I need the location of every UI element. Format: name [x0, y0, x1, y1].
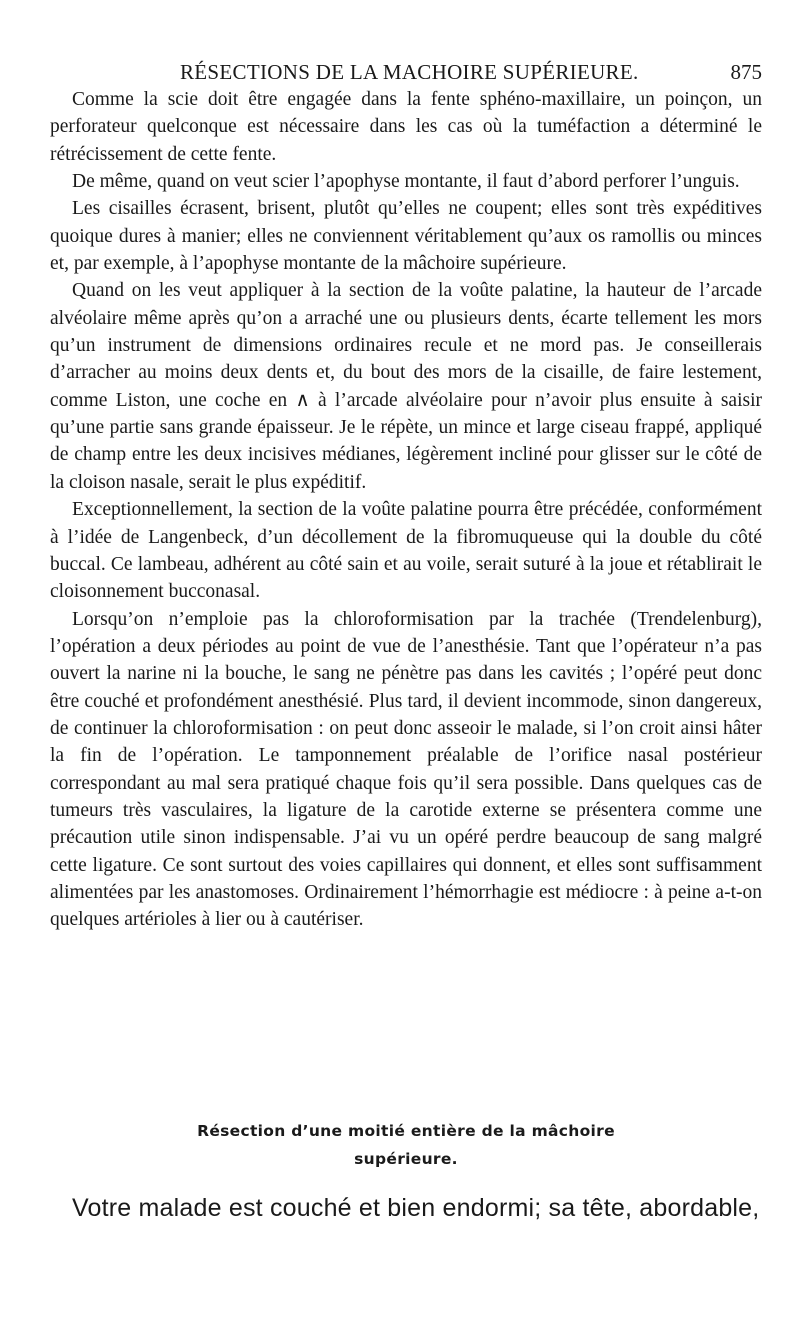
section-heading: [50, 1117, 762, 1173]
section-heading-line: supérieure.: [354, 1150, 458, 1168]
paragraph: Lorsqu’on n’emploie pas la chloroformisation par la trachée (Trendelenburg), l’opération a deux périodes au point de vue de l’anesthésie. Tant que l’opérateur n’a pas ouvert la narine ni la bouche, le sang ne pénètre pas dans les cavités ; l’opéré peut donc être couché et profondément anesthésié. Plus tard, il devient incommode, sinon dangereux, de continuer la chloroformisation : on peut donc asseoir le malade, si l’on croit ainsi hâter la fin de l’opération. Le tamponnement préalable de l’orifice nasal postérieur correspondant au mal sera pratiqué chaque fois qu’il sera possible. Dans quelques cas de tumeurs très vasculaires, la ligature de la carotide externe se présentera comme une précaution utile sinon indispensable. J’ai vu un opéré perdre beaucoup de sang malgré cette ligature. Ce sont surtout des voies capillaires qui donnent, et elles sont suffisamment alimentées par les anastomoses. Ordinairement l’hémorrhagie est médiocre : à peine a-t-on quelques artérioles à lier ou à cautériser.: [50, 608, 762, 931]
section-heading-line: Résection d’une moitié entière de la mâchoire: [197, 1122, 615, 1140]
running-header: [160, 60, 762, 86]
body-text: [50, 86, 762, 934]
paragraph: Les cisailles écrasent, brisent, plutôt qu’elles ne coupent; elles sont très expéditives quoique dures à manier; elles ne conviennent véritablement qu’aux os ramollis ou minces et, par exemple, à l’apophyse montante de la mâchoire supérieure.: [50, 198, 762, 275]
page-number: 875: [730, 60, 762, 84]
paragraph: Exceptionnellement, la section de la voûte palatine pourra être précédée, conformément à l’idée de Langenbeck, d’un décollement de la fibromuqueuse qui la double du côté buccal. Ce lambeau, adhérent au côté sain et au voile, serait suturé à la joue et rétablirait le cloisonnement bucconasal.: [50, 499, 762, 603]
paragraph: De même, quand on veut scier l’apophyse montante, il faut d’abord perforer l’unguis.: [72, 171, 740, 193]
paragraph: Quand on les veut appliquer à la section de la voûte palatine, la hauteur de l’arcade alvéolaire même après qu’on a arraché une ou plusieurs dents, écarte tellement les mors qu’un instrument de dimensions ordinaires recule et ne mord pas. Je conseillerais d’arracher au moins deux dents et, du bout des mors de la cisaille, de faire lestement, comme Liston, une coche en ∧ à l’arcade alvéolaire pour n’avoir plus ensuite à saisir qu’une partie sans grande épaisseur. Je le répète, un mince et large ciseau frappé, appliqué de champ entre les deux incisives médianes, légèrement incliné pour glisser sur le côté de la cloison nasale, serait le plus expéditif.: [50, 280, 762, 493]
section-opening-line: Votre malade est couché et bien endormi; sa tête, abordable,: [72, 1194, 760, 1222]
running-title: RÉSECTIONS DE LA MACHOIRE SUPÉRIEURE.: [180, 60, 639, 84]
paragraph: Comme la scie doit être engagée dans la fente sphéno-maxillaire, un poinçon, un perforateur quelconque est nécessaire dans les cas où la tuméfaction a déterminé le rétrécissement de cette fente.: [50, 89, 762, 165]
